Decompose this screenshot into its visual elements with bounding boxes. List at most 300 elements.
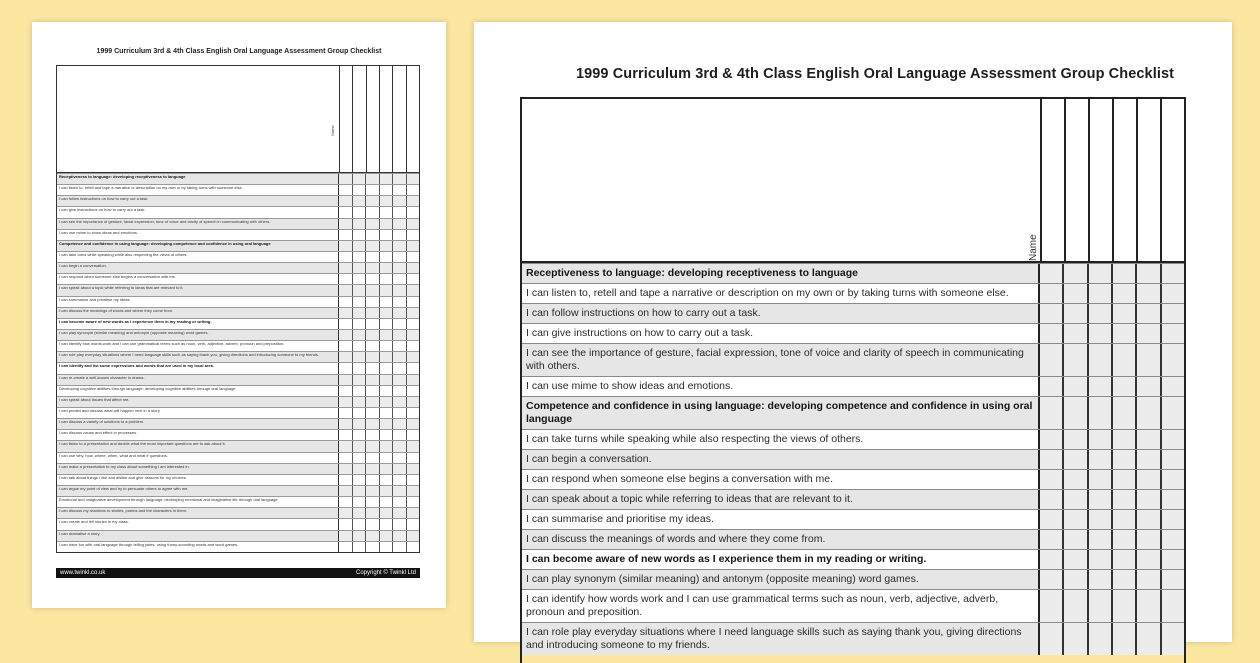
- pupil-check-cell[interactable]: [339, 508, 353, 518]
- pupil-check-cell[interactable]: [1113, 284, 1137, 303]
- pupil-check-cell[interactable]: [393, 185, 407, 195]
- pupil-check-cell[interactable]: [380, 330, 394, 340]
- pupil-check-cell[interactable]: [1040, 470, 1064, 489]
- pupil-check-cell[interactable]: [366, 441, 380, 451]
- pupil-check-cell[interactable]: [353, 252, 367, 262]
- pupil-check-cell[interactable]: [393, 453, 407, 463]
- pupil-check-cell[interactable]: [1040, 344, 1064, 376]
- pupil-check-cell[interactable]: [1162, 430, 1184, 449]
- pupil-check-cell[interactable]: [353, 386, 367, 396]
- pupil-check-cell[interactable]: [1089, 304, 1113, 323]
- pupil-check-cell[interactable]: [407, 219, 420, 229]
- pupil-check-cell[interactable]: [407, 352, 420, 362]
- pupil-check-cell[interactable]: [366, 207, 380, 217]
- pupil-check-cell[interactable]: [353, 308, 367, 318]
- pupil-check-cell[interactable]: [353, 397, 367, 407]
- pupil-check-cell[interactable]: [380, 475, 394, 485]
- pupil-check-cell[interactable]: [353, 297, 367, 307]
- pupil-check-cell[interactable]: [353, 497, 367, 507]
- pupil-check-cell[interactable]: [380, 441, 394, 451]
- pupil-check-cell[interactable]: [366, 419, 380, 429]
- pupil-check-cell[interactable]: [407, 285, 420, 295]
- pupil-check-cell[interactable]: [393, 363, 407, 373]
- pupil-check-cell[interactable]: [366, 263, 380, 273]
- pupil-check-cell[interactable]: [339, 363, 353, 373]
- pupil-check-cell[interactable]: [380, 408, 394, 418]
- pupil-check-cell[interactable]: [1162, 284, 1184, 303]
- pupil-check-cell[interactable]: [1040, 550, 1064, 569]
- pupil-check-cell[interactable]: [339, 486, 353, 496]
- pupil-check-cell[interactable]: [380, 252, 394, 262]
- pupil-check-cell[interactable]: [1113, 570, 1137, 589]
- pupil-check-cell[interactable]: [1040, 264, 1064, 283]
- pupil-check-cell[interactable]: [339, 319, 353, 329]
- pupil-check-cell[interactable]: [393, 408, 407, 418]
- pupil-check-cell[interactable]: [339, 252, 353, 262]
- pupil-check-cell[interactable]: [353, 375, 367, 385]
- pupil-check-cell[interactable]: [1040, 450, 1064, 469]
- pupil-check-cell[interactable]: [1089, 264, 1113, 283]
- pupil-check-cell[interactable]: [380, 263, 394, 273]
- pupil-check-cell[interactable]: [1089, 284, 1113, 303]
- pupil-check-cell[interactable]: [353, 319, 367, 329]
- pupil-check-cell[interactable]: [353, 486, 367, 496]
- pupil-check-cell[interactable]: [366, 486, 380, 496]
- pupil-check-cell[interactable]: [407, 542, 420, 552]
- pupil-check-cell[interactable]: [380, 497, 394, 507]
- pupil-check-cell[interactable]: [1089, 450, 1113, 469]
- pupil-check-cell[interactable]: [407, 363, 420, 373]
- pupil-check-cell[interactable]: [339, 263, 353, 273]
- pupil-check-cell[interactable]: [353, 363, 367, 373]
- pupil-check-cell[interactable]: [339, 375, 353, 385]
- pupil-check-cell[interactable]: [1064, 550, 1088, 569]
- pupil-check-cell[interactable]: [366, 453, 380, 463]
- pupil-check-cell[interactable]: [1137, 304, 1161, 323]
- pupil-check-cell[interactable]: [1113, 377, 1137, 396]
- pupil-check-cell[interactable]: [339, 430, 353, 440]
- pupil-check-cell[interactable]: [407, 319, 420, 329]
- pupil-check-cell[interactable]: [353, 196, 367, 206]
- pupil-check-cell[interactable]: [366, 241, 380, 251]
- pupil-check-cell[interactable]: [353, 531, 367, 541]
- pupil-check-cell[interactable]: [1089, 590, 1113, 622]
- pupil-check-cell[interactable]: [1162, 510, 1184, 529]
- pupil-check-cell[interactable]: [1162, 377, 1184, 396]
- pupil-check-cell[interactable]: [407, 531, 420, 541]
- pupil-check-cell[interactable]: [393, 386, 407, 396]
- pupil-check-cell[interactable]: [1162, 264, 1184, 283]
- pupil-check-cell[interactable]: [339, 341, 353, 351]
- pupil-check-cell[interactable]: [407, 397, 420, 407]
- pupil-check-cell[interactable]: [393, 486, 407, 496]
- pupil-check-cell[interactable]: [366, 319, 380, 329]
- pupil-check-cell[interactable]: [1089, 430, 1113, 449]
- pupil-check-cell[interactable]: [407, 519, 420, 529]
- pupil-check-cell[interactable]: [1137, 470, 1161, 489]
- pupil-check-cell[interactable]: [353, 285, 367, 295]
- pupil-check-cell[interactable]: [1162, 450, 1184, 469]
- pupil-check-cell[interactable]: [1064, 430, 1088, 449]
- pupil-check-cell[interactable]: [1113, 490, 1137, 509]
- pupil-check-cell[interactable]: [380, 519, 394, 529]
- pupil-check-cell[interactable]: [366, 285, 380, 295]
- pupil-check-cell[interactable]: [366, 464, 380, 474]
- pupil-check-cell[interactable]: [353, 475, 367, 485]
- pupil-check-cell[interactable]: [380, 341, 394, 351]
- pupil-check-cell[interactable]: [366, 274, 380, 284]
- pupil-check-cell[interactable]: [380, 542, 394, 552]
- pupil-check-cell[interactable]: [1040, 430, 1064, 449]
- pupil-check-cell[interactable]: [366, 174, 380, 184]
- pupil-check-cell[interactable]: [353, 219, 367, 229]
- pupil-check-cell[interactable]: [393, 475, 407, 485]
- pupil-check-cell[interactable]: [393, 497, 407, 507]
- pupil-check-cell[interactable]: [339, 397, 353, 407]
- pupil-check-cell[interactable]: [339, 330, 353, 340]
- pupil-check-cell[interactable]: [393, 274, 407, 284]
- pupil-check-cell[interactable]: [353, 241, 367, 251]
- pupil-check-cell[interactable]: [1040, 530, 1064, 549]
- pupil-check-cell[interactable]: [1162, 397, 1184, 429]
- pupil-check-cell[interactable]: [1113, 590, 1137, 622]
- pupil-check-cell[interactable]: [1137, 510, 1161, 529]
- pupil-check-cell[interactable]: [380, 508, 394, 518]
- pupil-check-cell[interactable]: [366, 341, 380, 351]
- pupil-check-cell[interactable]: [380, 531, 394, 541]
- pupil-check-cell[interactable]: [1089, 324, 1113, 343]
- pupil-check-cell[interactable]: [1113, 304, 1137, 323]
- pupil-check-cell[interactable]: [339, 542, 353, 552]
- pupil-check-cell[interactable]: [380, 453, 394, 463]
- pupil-check-cell[interactable]: [380, 464, 394, 474]
- pupil-check-cell[interactable]: [380, 274, 394, 284]
- pupil-check-cell[interactable]: [339, 497, 353, 507]
- pupil-check-cell[interactable]: [366, 430, 380, 440]
- pupil-check-cell[interactable]: [380, 207, 394, 217]
- pupil-check-cell[interactable]: [407, 386, 420, 396]
- pupil-check-cell[interactable]: [407, 174, 420, 184]
- pupil-check-cell[interactable]: [393, 441, 407, 451]
- pupil-check-cell[interactable]: [407, 196, 420, 206]
- pupil-check-cell[interactable]: [407, 419, 420, 429]
- pupil-check-cell[interactable]: [1162, 344, 1184, 376]
- pupil-check-cell[interactable]: [353, 508, 367, 518]
- pupil-check-cell[interactable]: [366, 386, 380, 396]
- pupil-check-cell[interactable]: [366, 497, 380, 507]
- pupil-check-cell[interactable]: [366, 330, 380, 340]
- pupil-check-cell[interactable]: [407, 330, 420, 340]
- pupil-check-cell[interactable]: [393, 352, 407, 362]
- pupil-check-cell[interactable]: [339, 174, 353, 184]
- pupil-check-cell[interactable]: [1089, 570, 1113, 589]
- pupil-check-cell[interactable]: [1137, 284, 1161, 303]
- pupil-check-cell[interactable]: [1064, 590, 1088, 622]
- pupil-check-cell[interactable]: [393, 297, 407, 307]
- pupil-check-cell[interactable]: [1113, 344, 1137, 376]
- pupil-check-cell[interactable]: [393, 375, 407, 385]
- pupil-check-cell[interactable]: [339, 196, 353, 206]
- pupil-check-cell[interactable]: [1089, 397, 1113, 429]
- pupil-check-cell[interactable]: [353, 185, 367, 195]
- pupil-check-cell[interactable]: [1162, 623, 1184, 655]
- pupil-check-cell[interactable]: [353, 341, 367, 351]
- pupil-check-cell[interactable]: [353, 174, 367, 184]
- pupil-check-cell[interactable]: [339, 464, 353, 474]
- pupil-check-cell[interactable]: [339, 531, 353, 541]
- pupil-check-cell[interactable]: [393, 174, 407, 184]
- pupil-check-cell[interactable]: [393, 263, 407, 273]
- pupil-check-cell[interactable]: [1137, 623, 1161, 655]
- pupil-check-cell[interactable]: [353, 464, 367, 474]
- pupil-check-cell[interactable]: [393, 542, 407, 552]
- pupil-check-cell[interactable]: [339, 185, 353, 195]
- pupil-check-cell[interactable]: [1137, 264, 1161, 283]
- pupil-check-cell[interactable]: [407, 497, 420, 507]
- pupil-check-cell[interactable]: [1040, 284, 1064, 303]
- pupil-check-cell[interactable]: [1089, 344, 1113, 376]
- pupil-check-cell[interactable]: [380, 363, 394, 373]
- pupil-check-cell[interactable]: [366, 230, 380, 240]
- pupil-check-cell[interactable]: [380, 219, 394, 229]
- pupil-check-cell[interactable]: [366, 408, 380, 418]
- pupil-check-cell[interactable]: [1113, 623, 1137, 655]
- pupil-check-cell[interactable]: [353, 263, 367, 273]
- pupil-check-cell[interactable]: [1089, 510, 1113, 529]
- pupil-check-cell[interactable]: [339, 230, 353, 240]
- pupil-check-cell[interactable]: [380, 297, 394, 307]
- pupil-check-cell[interactable]: [1040, 590, 1064, 622]
- pupil-check-cell[interactable]: [380, 375, 394, 385]
- pupil-check-cell[interactable]: [1064, 264, 1088, 283]
- pupil-check-cell[interactable]: [366, 185, 380, 195]
- pupil-check-cell[interactable]: [393, 319, 407, 329]
- pupil-check-cell[interactable]: [1162, 550, 1184, 569]
- pupil-check-cell[interactable]: [380, 196, 394, 206]
- pupil-check-cell[interactable]: [380, 397, 394, 407]
- pupil-check-cell[interactable]: [1089, 377, 1113, 396]
- pupil-check-cell[interactable]: [1064, 304, 1088, 323]
- pupil-check-cell[interactable]: [393, 207, 407, 217]
- pupil-check-cell[interactable]: [1162, 324, 1184, 343]
- pupil-check-cell[interactable]: [407, 308, 420, 318]
- pupil-check-cell[interactable]: [339, 308, 353, 318]
- pupil-check-cell[interactable]: [353, 519, 367, 529]
- pupil-check-cell[interactable]: [1064, 510, 1088, 529]
- pupil-check-cell[interactable]: [393, 531, 407, 541]
- pupil-check-cell[interactable]: [1040, 623, 1064, 655]
- pupil-check-cell[interactable]: [1040, 510, 1064, 529]
- pupil-check-cell[interactable]: [1064, 397, 1088, 429]
- pupil-check-cell[interactable]: [1162, 530, 1184, 549]
- pupil-check-cell[interactable]: [407, 441, 420, 451]
- pupil-check-cell[interactable]: [393, 464, 407, 474]
- pupil-check-cell[interactable]: [1064, 623, 1088, 655]
- pupil-check-cell[interactable]: [353, 352, 367, 362]
- pupil-check-cell[interactable]: [339, 219, 353, 229]
- pupil-check-cell[interactable]: [353, 542, 367, 552]
- pupil-check-cell[interactable]: [407, 263, 420, 273]
- pupil-check-cell[interactable]: [339, 285, 353, 295]
- pupil-check-cell[interactable]: [1089, 490, 1113, 509]
- pupil-check-cell[interactable]: [1113, 430, 1137, 449]
- pupil-check-cell[interactable]: [366, 508, 380, 518]
- pupil-check-cell[interactable]: [366, 542, 380, 552]
- pupil-check-cell[interactable]: [1040, 304, 1064, 323]
- pupil-check-cell[interactable]: [393, 330, 407, 340]
- pupil-check-cell[interactable]: [1040, 490, 1064, 509]
- pupil-check-cell[interactable]: [407, 430, 420, 440]
- pupil-check-cell[interactable]: [1162, 470, 1184, 489]
- pupil-check-cell[interactable]: [1064, 284, 1088, 303]
- pupil-check-cell[interactable]: [407, 207, 420, 217]
- pupil-check-cell[interactable]: [366, 475, 380, 485]
- pupil-check-cell[interactable]: [407, 464, 420, 474]
- pupil-check-cell[interactable]: [1113, 450, 1137, 469]
- pupil-check-cell[interactable]: [1162, 304, 1184, 323]
- pupil-check-cell[interactable]: [380, 430, 394, 440]
- pupil-check-cell[interactable]: [1137, 590, 1161, 622]
- pupil-check-cell[interactable]: [353, 330, 367, 340]
- pupil-check-cell[interactable]: [1137, 344, 1161, 376]
- pupil-check-cell[interactable]: [1064, 377, 1088, 396]
- pupil-check-cell[interactable]: [380, 308, 394, 318]
- pupil-check-cell[interactable]: [393, 341, 407, 351]
- pupil-check-cell[interactable]: [366, 297, 380, 307]
- pupil-check-cell[interactable]: [339, 297, 353, 307]
- pupil-check-cell[interactable]: [339, 274, 353, 284]
- pupil-check-cell[interactable]: [366, 519, 380, 529]
- pupil-check-cell[interactable]: [353, 274, 367, 284]
- pupil-check-cell[interactable]: [1113, 470, 1137, 489]
- pupil-check-cell[interactable]: [407, 375, 420, 385]
- pupil-check-cell[interactable]: [1113, 530, 1137, 549]
- pupil-check-cell[interactable]: [366, 219, 380, 229]
- pupil-check-cell[interactable]: [393, 196, 407, 206]
- pupil-check-cell[interactable]: [407, 185, 420, 195]
- pupil-check-cell[interactable]: [366, 375, 380, 385]
- pupil-check-cell[interactable]: [1064, 344, 1088, 376]
- pupil-check-cell[interactable]: [393, 508, 407, 518]
- pupil-check-cell[interactable]: [339, 207, 353, 217]
- pupil-check-cell[interactable]: [1040, 324, 1064, 343]
- pupil-check-cell[interactable]: [366, 397, 380, 407]
- pupil-check-cell[interactable]: [407, 274, 420, 284]
- pupil-check-cell[interactable]: [407, 475, 420, 485]
- pupil-check-cell[interactable]: [407, 252, 420, 262]
- pupil-check-cell[interactable]: [380, 319, 394, 329]
- pupil-check-cell[interactable]: [1137, 490, 1161, 509]
- pupil-check-cell[interactable]: [1089, 470, 1113, 489]
- pupil-check-cell[interactable]: [366, 196, 380, 206]
- pupil-check-cell[interactable]: [393, 419, 407, 429]
- pupil-check-cell[interactable]: [1089, 623, 1113, 655]
- pupil-check-cell[interactable]: [380, 486, 394, 496]
- pupil-check-cell[interactable]: [353, 453, 367, 463]
- pupil-check-cell[interactable]: [366, 363, 380, 373]
- pupil-check-cell[interactable]: [393, 430, 407, 440]
- pupil-check-cell[interactable]: [366, 352, 380, 362]
- pupil-check-cell[interactable]: [393, 252, 407, 262]
- pupil-check-cell[interactable]: [1064, 470, 1088, 489]
- pupil-check-cell[interactable]: [1137, 570, 1161, 589]
- pupil-check-cell[interactable]: [1064, 490, 1088, 509]
- pupil-check-cell[interactable]: [366, 531, 380, 541]
- pupil-check-cell[interactable]: [1089, 550, 1113, 569]
- pupil-check-cell[interactable]: [1064, 450, 1088, 469]
- pupil-check-cell[interactable]: [393, 308, 407, 318]
- pupil-check-cell[interactable]: [1137, 530, 1161, 549]
- pupil-check-cell[interactable]: [1162, 570, 1184, 589]
- pupil-check-cell[interactable]: [1137, 450, 1161, 469]
- pupil-check-cell[interactable]: [380, 352, 394, 362]
- pupil-check-cell[interactable]: [353, 408, 367, 418]
- pupil-check-cell[interactable]: [1113, 264, 1137, 283]
- pupil-check-cell[interactable]: [353, 419, 367, 429]
- pupil-check-cell[interactable]: [407, 508, 420, 518]
- pupil-check-cell[interactable]: [393, 397, 407, 407]
- pupil-check-cell[interactable]: [1113, 550, 1137, 569]
- pupil-check-cell[interactable]: [393, 519, 407, 529]
- pupil-check-cell[interactable]: [1089, 530, 1113, 549]
- pupil-check-cell[interactable]: [407, 486, 420, 496]
- pupil-check-cell[interactable]: [393, 241, 407, 251]
- pupil-check-cell[interactable]: [380, 285, 394, 295]
- pupil-check-cell[interactable]: [407, 453, 420, 463]
- pupil-check-cell[interactable]: [1064, 530, 1088, 549]
- pupil-check-cell[interactable]: [353, 207, 367, 217]
- pupil-check-cell[interactable]: [339, 386, 353, 396]
- pupil-check-cell[interactable]: [380, 241, 394, 251]
- pupil-check-cell[interactable]: [1040, 570, 1064, 589]
- pupil-check-cell[interactable]: [1137, 397, 1161, 429]
- pupil-check-cell[interactable]: [1137, 324, 1161, 343]
- pupil-check-cell[interactable]: [353, 441, 367, 451]
- pupil-check-cell[interactable]: [407, 230, 420, 240]
- pupil-check-cell[interactable]: [353, 430, 367, 440]
- pupil-check-cell[interactable]: [1137, 377, 1161, 396]
- pupil-check-cell[interactable]: [407, 408, 420, 418]
- pupil-check-cell[interactable]: [1064, 324, 1088, 343]
- pupil-check-cell[interactable]: [1137, 550, 1161, 569]
- pupil-check-cell[interactable]: [366, 252, 380, 262]
- pupil-check-cell[interactable]: [366, 308, 380, 318]
- pupil-check-cell[interactable]: [380, 185, 394, 195]
- pupil-check-cell[interactable]: [393, 230, 407, 240]
- pupil-check-cell[interactable]: [339, 441, 353, 451]
- pupil-check-cell[interactable]: [407, 241, 420, 251]
- pupil-check-cell[interactable]: [407, 297, 420, 307]
- pupil-check-cell[interactable]: [1113, 397, 1137, 429]
- pupil-check-cell[interactable]: [1162, 490, 1184, 509]
- pupil-check-cell[interactable]: [339, 519, 353, 529]
- pupil-check-cell[interactable]: [393, 219, 407, 229]
- pupil-check-cell[interactable]: [339, 352, 353, 362]
- pupil-check-cell[interactable]: [393, 285, 407, 295]
- pupil-check-cell[interactable]: [339, 408, 353, 418]
- pupil-check-cell[interactable]: [1040, 397, 1064, 429]
- pupil-check-cell[interactable]: [380, 230, 394, 240]
- pupil-check-cell[interactable]: [1040, 377, 1064, 396]
- pupil-check-cell[interactable]: [1113, 324, 1137, 343]
- pupil-check-cell[interactable]: [339, 475, 353, 485]
- pupil-check-cell[interactable]: [1113, 510, 1137, 529]
- pupil-check-cell[interactable]: [339, 241, 353, 251]
- pupil-check-cell[interactable]: [407, 341, 420, 351]
- pupil-check-cell[interactable]: [339, 453, 353, 463]
- pupil-check-cell[interactable]: [1064, 570, 1088, 589]
- pupil-check-cell[interactable]: [353, 230, 367, 240]
